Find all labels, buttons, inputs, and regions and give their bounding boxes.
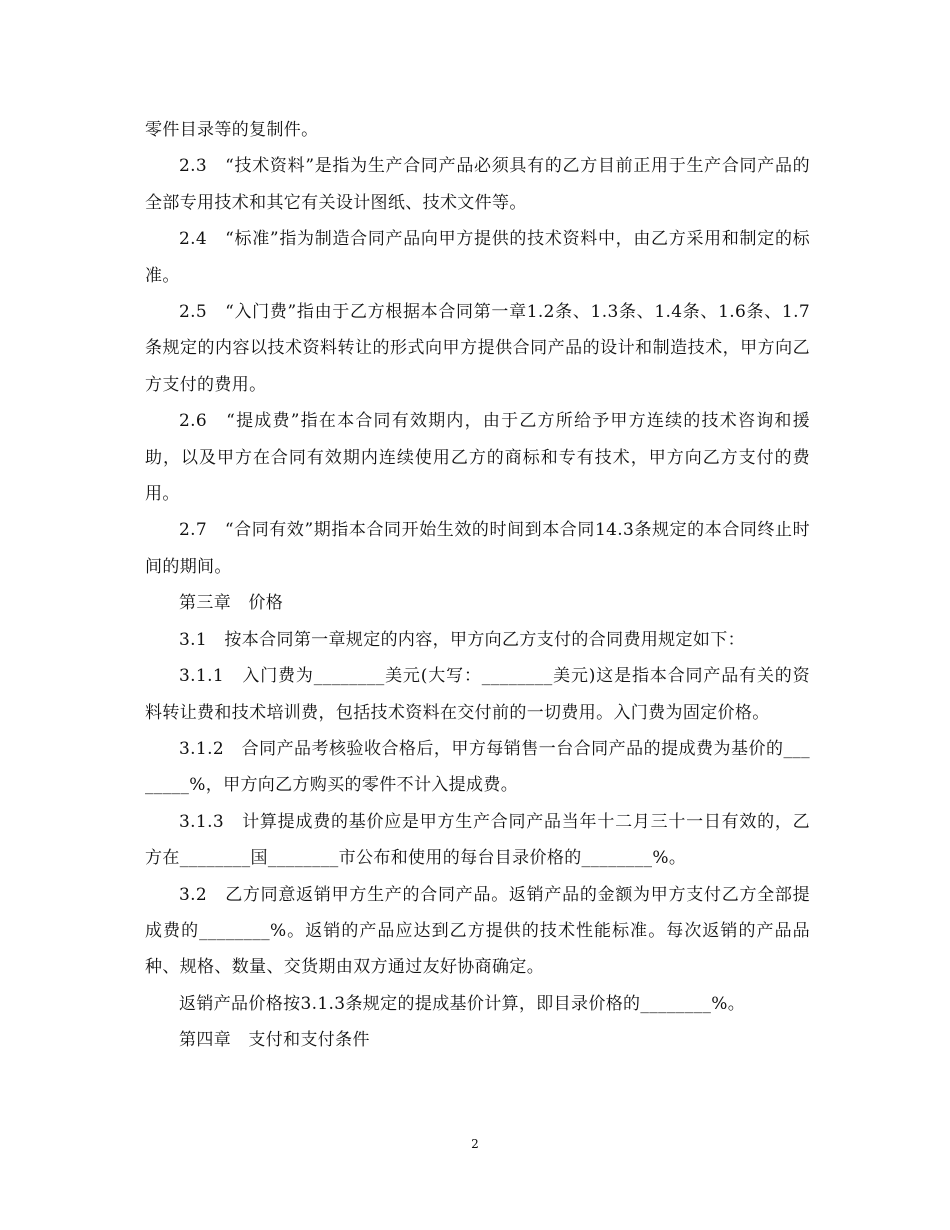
page-number: 2 (471, 1137, 479, 1151)
clause-2-7: 2.7 “合同有效”期指本合同开始生效的时间到本合同14.3条规定的本合同终止时间的期间。 (145, 520, 810, 577)
clause-3-2-price: 返销产品价格按3.1.3条规定的提成基价计算，即目录价格的________%。 (179, 993, 746, 1014)
clause-3-1-2: 3.1.2 合同产品考核验收合格后，甲方每销售一台合同产品的提成费为基价的________%，甲方向乙方购买的零件不计入提成费。 (145, 738, 810, 796)
clause-2-6: 2.6 “提成费”指在本合同有效期内，由于乙方所给予甲方连续的技术咨询和援助，以及甲方在合同有效期内连续使用乙方的商标和专有技术，甲方向乙方支付的费用。 (145, 411, 810, 505)
clause-2-3: 2.3 “技术资料”是指为生产合同产品必须具有的乙方目前正用于生产合同产品的全部专用技术和其它有关设计图纸、技术文件等。 (145, 156, 810, 213)
clause-2-5: 2.5 “入门费”指由于乙方根据本合同第一章1.2条、1.3条、1.4条、1.6条、1.7条规定的内容以技术资料转让的形式向甲方提供合同产品的设计和制造技术，甲方向乙方支付的费用。 (145, 302, 810, 395)
clause-3-2: 3.2 乙方同意返销甲方生产的合同产品。返销产品的金额为甲方支付乙方全部提成费的________%。返销的产品应达到乙方提供的技术性能标准。每次返销的产品品种、规格、数量、交货期由双方通过友好协商确定。 (145, 884, 810, 978)
clause-2-4: 2.4 “标准”指为制造合同产品向甲方提供的技术资料中，由乙方采用和制定的标准。 (145, 229, 810, 286)
document-body (145, 112, 810, 1059)
clause-3-1-3: 3.1.3 计算提成费的基价应是甲方生产合同产品当年十二月三十一日有效的，乙方在________国________市公布和使用的每台目录价格的________%。 (145, 811, 810, 869)
clause-3-1-1: 3.1.1 入门费为________美元(大写：________美元)这是指本合同产品有关的资料转让费和技术培训费，包括技术资料在交付前的一切费用。入门费为固定价格。 (145, 666, 810, 723)
paragraph-continuation: 零件目录等的复制件。 (145, 120, 319, 140)
chapter-heading-3: 第三章 价格 (179, 593, 284, 614)
clause-3-1: 3.1 按本合同第一章规定的内容，甲方向乙方支付的合同费用规定如下： (179, 629, 745, 650)
chapter-heading-4: 第四章 支付和支付条件 (179, 1030, 370, 1051)
